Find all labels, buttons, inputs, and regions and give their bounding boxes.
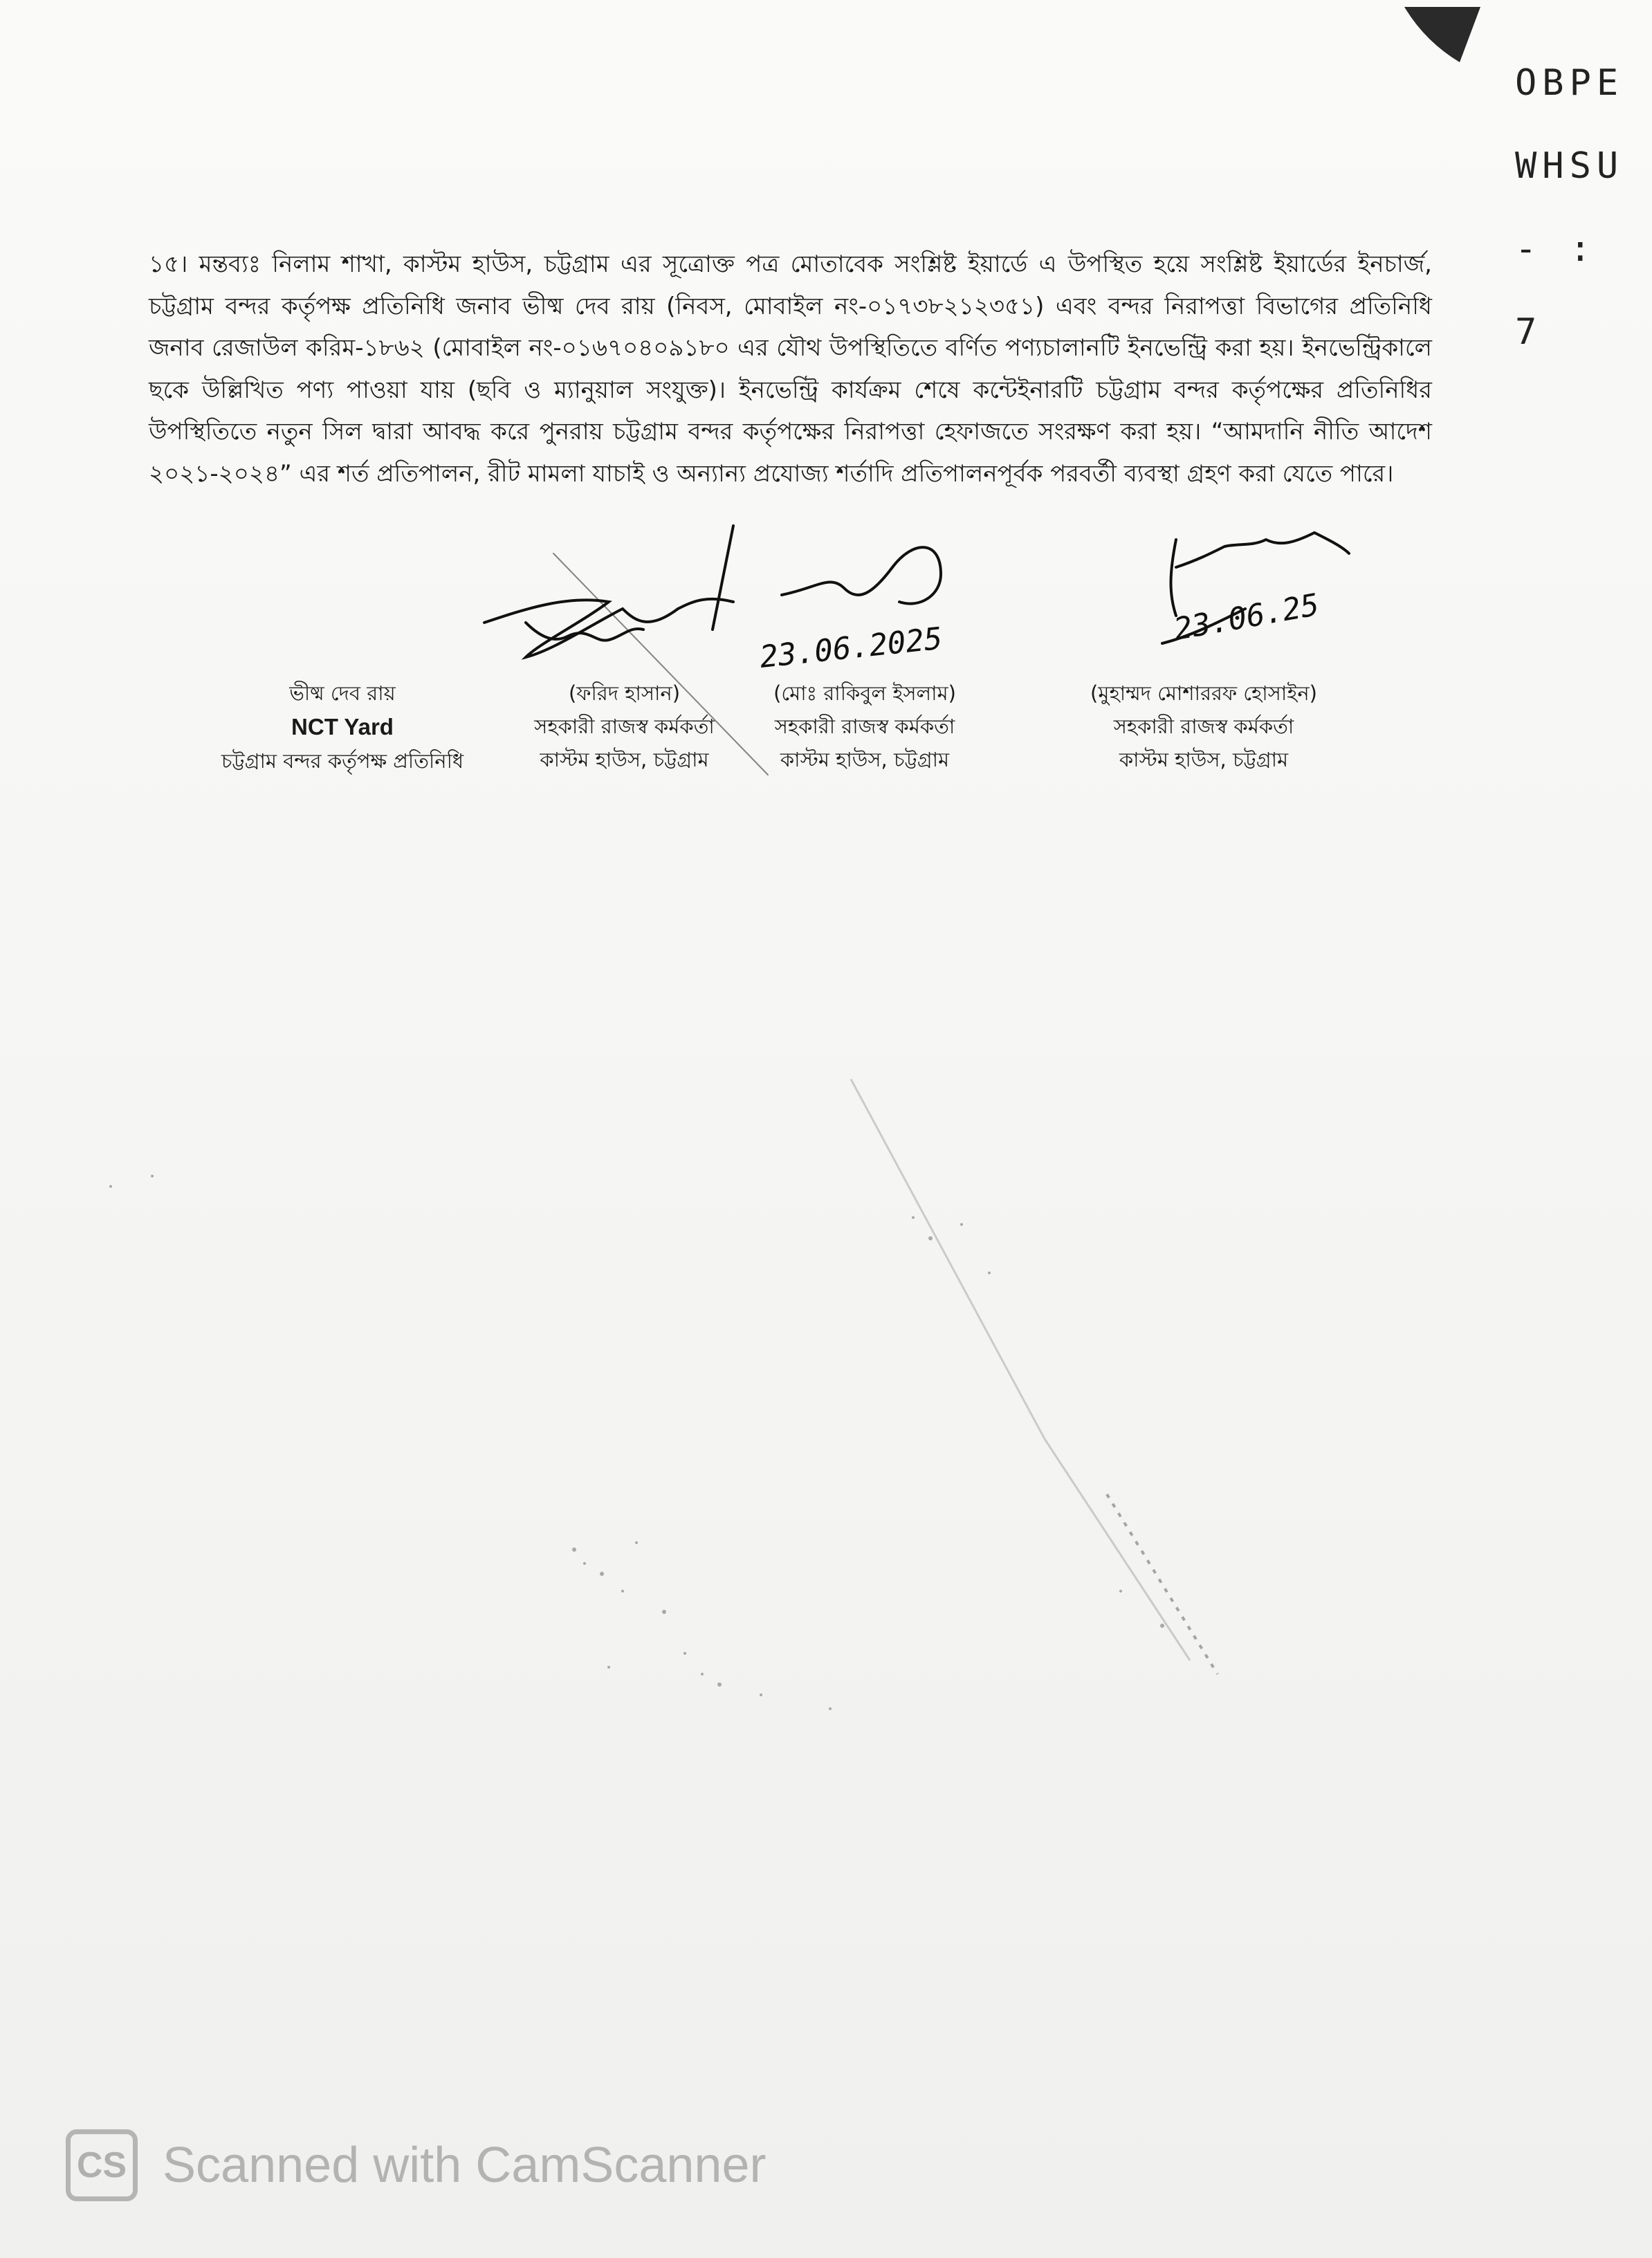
signatory-designation: সহকারী রাজস্ব কর্মকর্তা — [534, 715, 715, 738]
signatory-yard: NCT Yard — [291, 714, 394, 740]
margin-note-line: - : — [1515, 228, 1597, 270]
signatory-designation: সহকারী রাজস্ব কর্মকর্তা — [774, 715, 955, 738]
folded-corner — [1404, 7, 1480, 62]
signatory-rakibul-islam — [751, 677, 979, 776]
signatory-mosharraf-hossain — [1065, 677, 1342, 776]
remarks-paragraph: ১৫। মন্তব্যঃ নিলাম শাখা, কাস্টম হাউস, চট্টগ্রাম এর সূত্রোক্ত পত্র মোতাবেক সংশ্লিষ্ট ইয়ার্ডে এ উপস্থিত হয়ে সংশ্লিষ্ট ইয়ার্ডের ইনচার্জ, চট্টগ্রাম বন্দর কর্তৃপক্ষ প্রতিনিধি জনাব ভীষ্ম দেব রায় (নিবস, মোবাইল নং-০১৭৩৮২১২৩৫১) এবং বন্দর নিরাপত্তা বিভাগের প্রতিনিধি জনাব রেজাউল করিম-১৮৬২ (মোবাইল নং-০১৬৭০৪০৯১৮০ এর যৌথ উপস্থিতিতে বর্ণিত পণ্যচালানটি ইনভেন্ট্রি করা হয়। ইনভেন্ট্রিকালে ছকে উল্লিখিত পণ্য পাওয়া যায় (ছবি ও ম্যানুয়াল সংযুক্ত)। ইনভেন্ট্রি কার্যক্রম শেষে কন্টেইনারটি চট্টগ্রাম বন্দর কর্তৃপক্ষের প্রতিনিধির উপস্থিতিতে নতুন সিল দ্বারা আবদ্ধ করে পুনরায় চট্টগ্রাম বন্দর কর্তৃপক্ষের নিরাপত্তা হেফাজতে সংরক্ষণ করা হয়। “আমদানি নীতি আদেশ ২০২১-২০২৪” এর শর্ত প্রতিপালন, রীট মামলা যাচাই ও অন্যান্য প্রযোজ্য শর্তাদি প্রতিপালনপূর্বক পরবর্তী ব্যবস্থা গ্রহণ করা যেতে পারে। — [149, 250, 1432, 488]
handwritten-margin-note — [1515, 42, 1646, 374]
signatory-name: (মোঃ রাকিবুল ইসলাম) — [773, 681, 956, 705]
signatory-port-representative — [208, 677, 477, 778]
signatory-farid-hasan — [508, 677, 740, 776]
signatory-designation: চট্টগ্রাম বন্দর কর্তৃপক্ষ প্রতিনিধি — [221, 749, 464, 773]
margin-note-line: WHSU — [1515, 145, 1624, 187]
camscanner-logo-icon: CS — [66, 2129, 138, 2201]
camscanner-watermark — [66, 2127, 896, 2203]
signatory-office: কাস্টম হাউস, চট্টগ্রাম — [780, 748, 950, 771]
signatory-designation: সহকারী রাজস্ব কর্মকর্তা — [1113, 715, 1294, 738]
signatory-office: কাস্টম হাউস, চট্টগ্রাম — [1119, 748, 1289, 771]
signatory-name: (ফরিদ হাসান) — [568, 681, 681, 705]
signatory-name: (মুহাম্মদ মোশাররফ হোসাইন) — [1090, 681, 1317, 705]
signature-date: 23.06.25 — [1171, 587, 1322, 648]
margin-note-line: OBPE — [1515, 62, 1624, 104]
signatory-name: ভীষ্ম দেব রায় — [289, 681, 396, 705]
signature-date: 23.06.2025 — [758, 621, 944, 675]
margin-note-line: 7 — [1515, 311, 1543, 353]
signatory-office: কাস্টম হাউস, চট্টগ্রাম — [540, 748, 709, 771]
watermark-text: Scanned with CamScanner — [163, 2138, 767, 2193]
